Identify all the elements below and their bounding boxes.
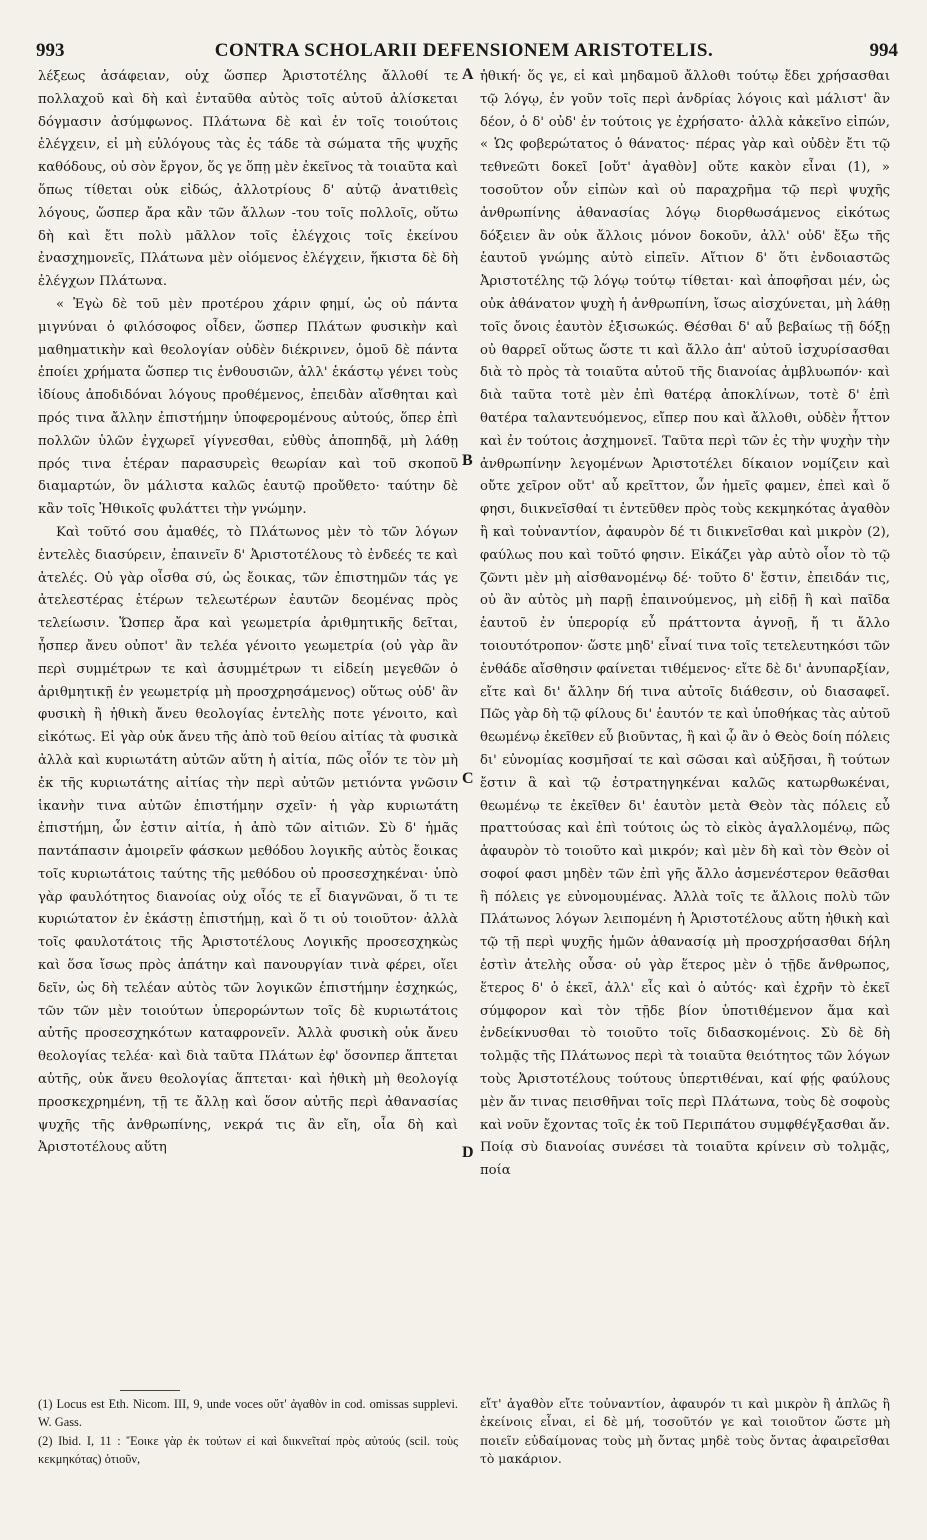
margin-letter-b: B — [462, 452, 473, 469]
left-paragraph-1: λέξεως ἀσάφειαν, οὐχ ὥσπερ Ἀριστοτέλης ἄλλοθί τε πολλαχοῦ καὶ δὴ καὶ ἐνταῦθα αὐτὸς τοῖς αὑτοῦ ἀλίσκεται δόγμασιν ἀσύμφωνος. Πλάτωνα δὲ καὶ ἐν τοῖς τοιούτοις ἐλέγχειν, εἰ μὴ εὐλόγους τὰς ἐς τάδε τὰ σώματα τῆς ψυχῆς καθόδους, οὐ σὸν ἔργον, ὅς γε ὅπῃ μὲν ἐκεῖνος τὰ τοιαῦτα καὶ ὅπως τίθεται οὐκ εἰδώς, ἀλλοτρίους δ' αὐτῷ ἀνατιθεὶς λόγους, ὥσπερ ἄρα κἂν τῶν ἄλλων ‑του τοῖς πολλοῖς, οὕτω δὴ καὶ ἔτι πολὺ μᾶλλον τοῖς ἐλέγχοις τοῖς ἐκείνου ἐνασχημονεῖς, Πλάτωνα μὲν οἰόμενος ἐλέγχειν, ἥκιστα δὲ δὴ ἐλέγχων Πλάτωνα. — [38, 69, 458, 290]
page-number-right: 994 — [869, 40, 898, 61]
page-number-left: 993 — [36, 40, 65, 61]
footnote-rule — [120, 1390, 180, 1391]
margin-letter-a: A — [462, 66, 474, 83]
footnotes-left — [38, 1395, 458, 1505]
margin-letter-d: D — [462, 1144, 474, 1161]
footnotes-right — [480, 1395, 890, 1505]
running-title: CONTRA SCHOLARII DEFENSIONEM ARISTOTELIS. — [214, 40, 714, 61]
footnote-2: (2) Ibid. I, 11 : Ἔοικε γὰρ ἐκ τούτων εἰ καὶ διικνεῖταί πρὸς αὐτούς (scil. τοὺς κεκμηκότας) ὁτιοῦν, — [38, 1433, 458, 1467]
left-column — [38, 66, 458, 1390]
right-column — [480, 66, 890, 1390]
margin-letter-c: C — [462, 770, 474, 787]
right-paragraph-1: ἠθική· ὅς γε, εἰ καὶ μηδαμοῦ ἄλλοθι τούτῳ ἔδει χρήσασθαι τῷ λόγῳ, ἐν γοῦν τοῖς περὶ ἀνδρίας λόγοις καὶ μάλιστ' ἂν δέον, ὁ δ' οὐδ' ἐν τούτοις γε ἐχρήσατο· ἀλλὰ κἀκεῖνο εἰπών, « Ὡς φοβερώτατος ὁ θάνατος· πέρας γὰρ καὶ οὐδὲν ἔτι τῷ τεθνεῶτι δοκεῖ [οὔτ' ἀγαθὸν] οὔτε κακὸν εἶναι (1), » τοσοῦτον οὖν εἰπὼν καὶ οὐ παραχρῆμα τῷ περὶ ψυχῆς ἀνθρωπίνης ἀθανασίας λόγῳ διορθωσάμενος εἰκότως δόξειεν ἂν οὐκ ἄλλοις μόνον δοκοῦν, ἀλλ' οὐδ' ἔξω τῆς ἑαυτοῦ γνώμης αὐτὸ εἰπεῖν. Αἴτιον δ' ὅτι ἐνδοιαστῶς Ἀριστοτέλης τῷ λόγῳ τούτῳ τίθεται· καὶ ἀποφῆσαι μέν, ὡς οὐκ ἀθάνατον ψυχὴ ἡ ἀνθρωπίνη, ἴσως αἰσχύνεται, μὴ λάθῃ τοῖς ὄνοις ἑαυτὸν ἐξισωκώς. Θέσθαι δ' αὖ βεβαίως τῇ δόξῃ οὐ θαρρεῖ οὕτως ὥστε τι καὶ ἄλλο ἀπ' αὐτοῦ ἰσχυρίσασθαι διὰ τὸ πρὸς τὰ τοιαῦτα αὐτοῦ τῆς διανοίας ἀμβλυωπόν· καὶ διὰ ταῦτα τοτὲ μὲν ἐπὶ θατέρᾳ ἀποκλίνων, τοτὲ δ' ἐπὶ θατέρα ταλαντευόμενος, εἴπερ που καὶ ἄλλοθι, οὐδὲν ἧττον καὶ ἐν τούτοις ἀσχημονεῖ. Ταῦτα περὶ τῶν ἐς τὴν ψυχὴν τὴν ἀνθρωπίνην λεγομένων Ἀριστοτέλει δίκαιον νομίζειν καὶ οὔτε χεῖρον οὔτ' αὖ κρεῖττον, ὧν ἡμεῖς φαμεν, ἐπεὶ καὶ ὅ φησι, διικνεῖσθαί τι ἐντεῦθεν πρὸς τοὺς κεκμηκότας ἀγαθὸν ἢ καὶ τοὐναντίον, ἀφαυρὸν δέ τι διικνεῖσθαι καὶ μικρὸν (2), φαύλως που καὶ τοῦτό φησιν. Εἰκάζει γὰρ αὐτὸ οἷον τὸ τῷ ζῶντι μὲν μὴ αἰσθανομένῳ δέ· τοῦτο δ' ἔστιν, ἐπειδάν τις, οὐ ἂν αὐτὸς μὴ παρῇ ἐπαινούμενος, μὴ εἰδῇ ἢ καὶ παῖδα ἑαυτοῦ ἐν ὑπερορίᾳ εὖ πράττοντα ἀγνοῇ, ἤ τι ἄλλο τοιουτότροπον· ὥστε μηδ' εἶναί τινα τοῖς τετελευτηκόσι τῶν ἐνθάδε αἴσθησιν φαίνεται τιθέμενος· εἴτε δὲ δι' ἀνυπαρξίαν, εἴτε καὶ δι' ἄλλην δή τινα αὐτοῖς διάθεσιν, οὐ διασαφεῖ. Πῶς γὰρ δὴ τῷ φίλους δι' ἑαυτόν τε καὶ ὑποθήκας τὰς αὐτοῦ θεωμένῳ ἐκεῖθεν εὖ βιοῦντας, ἢ καὶ ᾧ ἂν ὁ Θεὸς δοίη πόλεις δι' εὐνομίας κοσμῆσαί τε καὶ σῶσαι καὶ αὐξῆσαι, ἢ τούτων ἔστιν ἃ καὶ τῷ ἐστρατηγηκέναι καλῶς κατωρθωκέναι, θεωμένῳ τε ἐκεῖθεν δι' ἑαυτὸν μετὰ Θεὸν τὰς πόλεις εὖ πραττούσας καὶ ἐπὶ τούτοις ὡς τὸ εἰκὸς ἀγαλλομένῳ, πῶς ἀφαυρὸν τὸ τοιοῦτο καὶ μικρόν; καὶ μὲν δὴ καὶ τὸν Θεὸν οἱ σοφοί φασι μηδὲν τῶν ἐπὶ γῆς ἄλλο ἀσμενέστερον θεᾶσθαι ἢ πόλεις γε εὐνομουμένας. Ἀλλὰ τοῖς τε ἄλλοις πολὺ τῶν Πλάτωνος λόγων λειπομένη ἡ Ἀριστοτέλους αὕτη ἠθικὴ καὶ τῷ τῇ περὶ ψυχῆς ἡμῶν ἀθανασίᾳ μὴ προσχρήσασθαι δήλη ἐστὶν ἀτελὴς οὖσα· οὐ γὰρ ἕτερος μὲν ὁ τῇδε ἄνθρωπος, ἕτερος δ' ὁ ἐκεῖ, ἀλλ' εἷς καὶ ὁ αὐτός· καὶ ἐχρῆν τὸ ἐκεῖ σύμφορον καὶ τὸν τῇδε βίον ὑποτιθέμενον ἅμα καὶ ἐνδείκνυσθαι τὸ τοιοῦτο τοῖς διδασκομένοις. Σὺ δὲ δὴ τολμᾷς τῆς Πλάτωνος περὶ τὰ τοιαῦτα θειότητος τῶν λόγων τοὺς Ἀριστοτέλους τούτους ὑπερτιθέναι, καί φῄς φαύλους μὲν ἄν τινας πεισθῆναι τοῖς περὶ Πλάτωνα, τοὺς δὲ σοφοὺς καὶ νοῦν ἔχοντας τοῖς ἐκ τοῦ Περιπάτου συμφθέγξασθαι ἄν. Ποίᾳ σὺ διανοίας συνέσει τὰ τοιαῦτα κρίνειν σὺ τολμᾷς, ποία — [480, 69, 890, 1179]
left-paragraph-2: « Ἐγὼ δὲ τοῦ μὲν προτέρου χάριν φημί, ὡς οὐ πάντα μιγνύναι ὁ φιλόσοφος οἶδεν, ὥσπερ Πλάτων φυσικὴν καὶ μαθηματικὴν καὶ θεολογίαν οὐδὲν διέκρινεν, ὁμοῦ δὲ πάντα ἐποίει χρήματα ὥσπερ τις ἐνθουσιῶν, ἀλλ' ἑκάστῳ γένει τοὺς ἰδίους ἀποδιδόναι λόγους προθέμενος, ἐπειδὰν αἴσθηται καὶ πρός τινα ἄλλην ἐπιστήμην ὑποφερομένους αὐτούς, ὅπερ ἐπὶ πολλῶν ὑλῶν ἐγχωρεῖ γίγνεσθαι, εὐθὺς ἀποπηδᾷ, μὴ λάθῃ πρός τινα ἑτέραν παρασυρεὶς θεωρίαν καὶ τοῦ σκοποῦ διαμαρτών, ὃν μάλιστα καλῶς ἑαυτῷ προὔθετο· ταύτην δὲ κἂν τοῖς Ἠθικοῖς φυλάττει τὴν γνώμην. — [38, 296, 458, 518]
footnote-1: (1) Locus est Eth. Nicom. III, 9, unde voces οὔτ' ἀγαθὸν in cod. omissas supplevi. W. Gass. — [38, 1397, 458, 1430]
footnote-2-continued: εἴτ' ἀγαθὸν εἴτε τοὐναντίον, ἀφαυρόν τι καὶ μικρὸν ἢ ἁπλῶς ἢ ἐκείνοις εἶναι, εἰ δὲ μή, τοσοῦτόν γε καὶ τοιοῦτον ὥστε μὴ ποιεῖν εὐδαίμονας τοὺς μὴ ὄντας μηδὲ τοὺς ὄντας ἀφαιρεῖσθαι τὸ μακάριον. — [480, 1396, 890, 1467]
left-paragraph-3: Καὶ τοῦτό σου ἀμαθές, τὸ Πλάτωνος μὲν τὸ τῶν λόγων ἐντελὲς διασύρειν, ἐπαινεῖν δ' Ἀριστοτέλους τὸ ἐνδεές τε καὶ ἀτελές. Οὐ γὰρ οἶσθα σύ, ὡς ἔοικας, τῶν ἐπιστημῶν τάς γε ἀτελεστέρας ἑτέρων τελεωτέρων ἑαυτῶν δεομένας πρὸς τελείωσιν. Ὥσπερ ἄρα καὶ γεωμετρία ἀριθμητικῆς δεῖται, ἧσπερ ἄνευ οὐποτ' ἂν τελέα γένοιτο γεωμετρία (οὐ γὰρ ἂν περὶ συμμέτρων τε καὶ ἀσυμμέτρων τι εἰδείη μεγεθῶν ὁ ἀριθμητικῇ ἐν γεωμετρίᾳ μὴ προσχρησάμενος) οὕτως οὐδ' ἂν φυσικὴ ἢ ἠθικὴ ἄνευ θεολογίας ἐντελὴς ποτε γένοιτο, καὶ εἰκότως. Εἰ γὰρ οὐκ ἄνευ τῆς ἀπὸ τοῦ θείου αἰτίας τὰ φυσικὰ ἀλλὰ καὶ κυριωτάτη αὐτῶν αὕτη ἡ αἰτία, πῶς οἷόν τε τὸν μὴ ἐκ τῆς κυριωτάτης αἰτίας τὴν περὶ αὐτῶν μετιόντα γνῶσιν ἱκανὴν τινα αὐτῶν ἐπιστήμην σχεῖν· ἡ γὰρ κυριωτάτη ἐπιστήμη, ὧν ἐστιν αἰτία, ἡ ἀπὸ τῶν αἰτιῶν. Σὺ δ' ἡμᾶς παντάπασιν ἀμοιρεῖν φάσκων μεθόδου λογικῆς αὐτὸς ἔοικας τοῖς κυριωτάτοις ταύτης τῆς μεθόδου οὐ προσεσχηκέναι· ὑπὸ γὰρ φαυλότητος διανοίας οὐχ οἷός τε εἶ διαγνῶναι, ὅ τι τε κυριώτατον ἐν ἑκάστῃ ἐπιστήμῃ, καὶ ὅ τι οὐ τοιοῦτον· ἀλλὰ τοῖς φαυλοτάτοις τῆς Ἀριστοτέλους Λογικῆς προσεσχηκὼς καὶ ὅσα ἴσως πρὸς ἀπάτην καὶ πανουργίαν τινὰ φέρει, οἴει δεῖν, ὡς δὴ τελέαν αὐτὸς τῶν λογικῶν ἐπιστήμην ἐσχηκώς, τῶν τῶν μὲν τοιούτων ὑπερορώντων τοῖς δὲ κυριωτάτοις αὐτῆς προσεσχηκότων καταφρονεῖν. Ἀλλὰ φυσικὴ οὐκ ἄνευ θεολογίας τελέα· καὶ διὰ ταῦτα Πλάτων ἐφ' ὅσονπερ ἅπτεται αὐτῆς, οὐκ ἄνευ θεολογίας ἅπτεται· καὶ ἠθικὴ μὴ θεολογίᾳ προσκεχρημένη, τῇ τε ἄλλῃ καὶ ὅσον αὐτῆς περὶ ἀθανασίας ψυχῆς τῆς ἀνθρωπίνης, νεκρά τις ἂν εἴη, οἷα δὴ καὶ Ἀριστοτέλους αὕτη — [38, 524, 458, 1156]
